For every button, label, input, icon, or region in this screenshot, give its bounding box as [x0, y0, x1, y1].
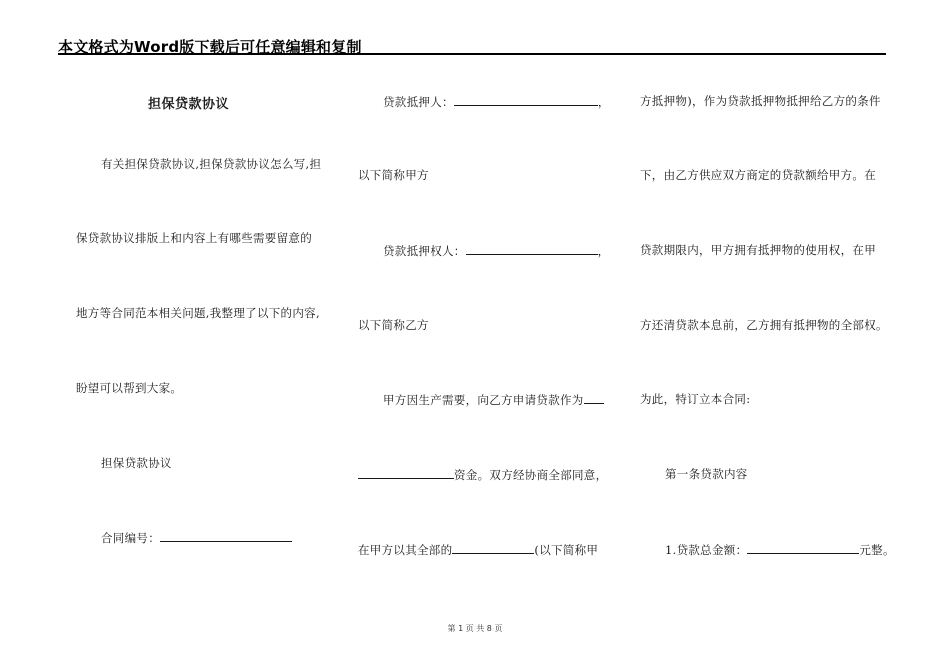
mortgagee-blank	[466, 242, 598, 255]
mortgagor-row	[383, 93, 610, 110]
funds-text: 资金。双方经协商全部同意，	[454, 468, 608, 482]
page-footer: 第 1 页 共 8 页	[447, 624, 503, 633]
intro-line-1: 有关担保贷款协议,担保贷款协议怎么写,担	[101, 157, 322, 171]
intro-line-4: 盼望可以帮到大家。	[76, 381, 183, 395]
loan-need-text: 甲方因生产需要，向乙方申请贷款作为	[383, 393, 584, 407]
loan-amount-blank	[747, 541, 859, 554]
collateral-post-text: (以下简称甲	[534, 543, 599, 557]
agreement-subtitle: 担保贷款协议	[101, 456, 172, 470]
mortgagor-blank	[454, 93, 598, 106]
funds-blank	[358, 466, 454, 479]
doc-title: 担保贷款协议	[148, 97, 230, 112]
clause-line-5: 为此，特订立本合同:	[640, 392, 751, 406]
mortgagee-comma: ，	[597, 244, 610, 258]
clause-line-1: 方抵押物)，作为贷款抵押物抵押给乙方的条件	[640, 94, 881, 108]
contract-number-row	[101, 529, 292, 546]
collateral-blank	[452, 541, 534, 554]
section-1-heading: 第一条贷款内容	[665, 467, 748, 481]
loan-amount-row	[665, 541, 895, 558]
contract-number-blank	[160, 529, 292, 542]
contract-number-label: 合同编号：	[101, 531, 160, 545]
mortgagor-comma: ，	[597, 95, 610, 109]
header-rule	[58, 53, 886, 55]
loan-amount-unit: 元整。	[859, 543, 895, 557]
mortgagor-label: 贷款抵押人：	[383, 95, 454, 109]
party-b-note: 以下简称乙方	[358, 318, 429, 332]
intro-line-3: 地方等合同范本相关问题,我整理了以下的内容,	[76, 306, 320, 320]
clause-line-2: 下，由乙方供应双方商定的贷款额给甲方。在	[640, 168, 876, 182]
mortgagee-row	[383, 242, 609, 259]
document-header: 本文格式为Word版下载后可任意编辑和复制	[58, 38, 362, 56]
collateral-row	[358, 541, 598, 558]
clause-line-3: 贷款期限内，甲方拥有抵押物的使用权，在甲	[640, 243, 876, 257]
mortgagee-label: 贷款抵押权人：	[383, 244, 466, 258]
party-a-note: 以下简称甲方	[358, 168, 429, 182]
clause-line-4: 方还清贷款本息前，乙方拥有抵押物的全部权。	[640, 318, 888, 332]
loan-purpose-blank	[584, 391, 604, 404]
collateral-pre-text: 在甲方以其全部的	[358, 543, 453, 557]
loan-amount-label: 1.贷款总金额：	[665, 543, 748, 557]
funds-row	[358, 466, 607, 483]
loan-need-row	[383, 391, 604, 408]
intro-line-2: 保贷款协议排版上和内容上有哪些需要留意的	[76, 231, 312, 245]
